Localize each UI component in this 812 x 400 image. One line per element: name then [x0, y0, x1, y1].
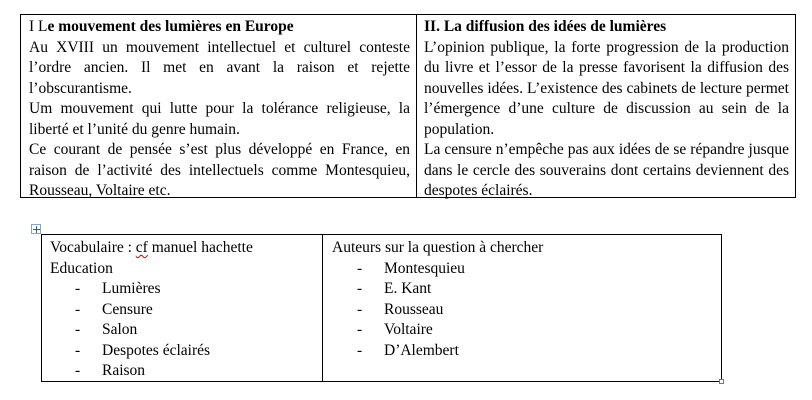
list-item: - Despotes éclairés: [50, 341, 316, 362]
paragraph: Um mouvement qui lutte pour la tolérance religieuse, la liberté et l’unité du genre humain.: [29, 100, 410, 138]
list-item: - D’Alembert: [332, 341, 715, 362]
auteurs-heading: Auteurs sur la question à chercher: [332, 239, 544, 256]
table-lumieres: [20, 14, 796, 198]
spellcheck-word[interactable]: cf: [135, 239, 148, 256]
heading-bold: e mouvement des lumières en Europe: [47, 18, 294, 35]
list-item: - E. Kant: [332, 279, 715, 300]
paragraph: La censure n’empêche pas aux idées de se répandre jusque dans le cercle des souverains dont certains deviennent des despotes éclairés.: [424, 141, 789, 199]
table-vocabulaire-auteurs: [41, 234, 722, 382]
auteurs-list: [332, 259, 715, 362]
list-item: - Raison: [50, 361, 316, 382]
list-item: - Montesquieu: [332, 259, 715, 280]
table-move-handle-icon[interactable]: [31, 224, 41, 234]
paragraph: Au XVIII un mouvement intellectuel et culturel conteste l’ordre ancien. Il met en avant la raison et rejette l’obscurantisme.: [29, 38, 410, 97]
list-item: - Censure: [50, 300, 316, 321]
section-heading-2: II. La diffusion des idées de lumières: [424, 18, 667, 35]
cell-mouvement-lumieres[interactable]: [21, 15, 417, 197]
list-item: - Rousseau: [332, 300, 715, 321]
cell-vocabulaire[interactable]: [42, 235, 323, 381]
paragraph: Ce courant de pensée s’est plus développé en France, en raison de l’activité des intellectuels comme Montesquieu, Rousseau, Voltaire etc.: [29, 141, 410, 199]
vocabulaire-label: Vocabulaire :: [50, 239, 136, 256]
heading-prefix: I L: [29, 18, 48, 35]
vocabulaire-line: [50, 238, 316, 259]
education-line: Education: [50, 259, 113, 277]
cell-auteurs[interactable]: [323, 235, 721, 381]
section-heading-1: [29, 17, 410, 38]
table-resize-handle-icon[interactable]: [719, 379, 724, 384]
list-item: - Voltaire: [332, 320, 715, 341]
list-item: - Lumières: [50, 279, 316, 300]
list-item: - Salon: [50, 320, 316, 341]
cell-diffusion-idees[interactable]: [417, 15, 795, 197]
vocabulaire-list: [50, 279, 316, 382]
paragraph: L’opinion publique, la forte progression de la production du livre et l’essor de la presse favorisent la diffusion des nouvelles idées. L’existence des cabinets de lecture permet l’émergence d’une culture de discussion au sein de la population.: [424, 38, 789, 138]
vocabulaire-source: manuel hachette: [147, 239, 253, 256]
